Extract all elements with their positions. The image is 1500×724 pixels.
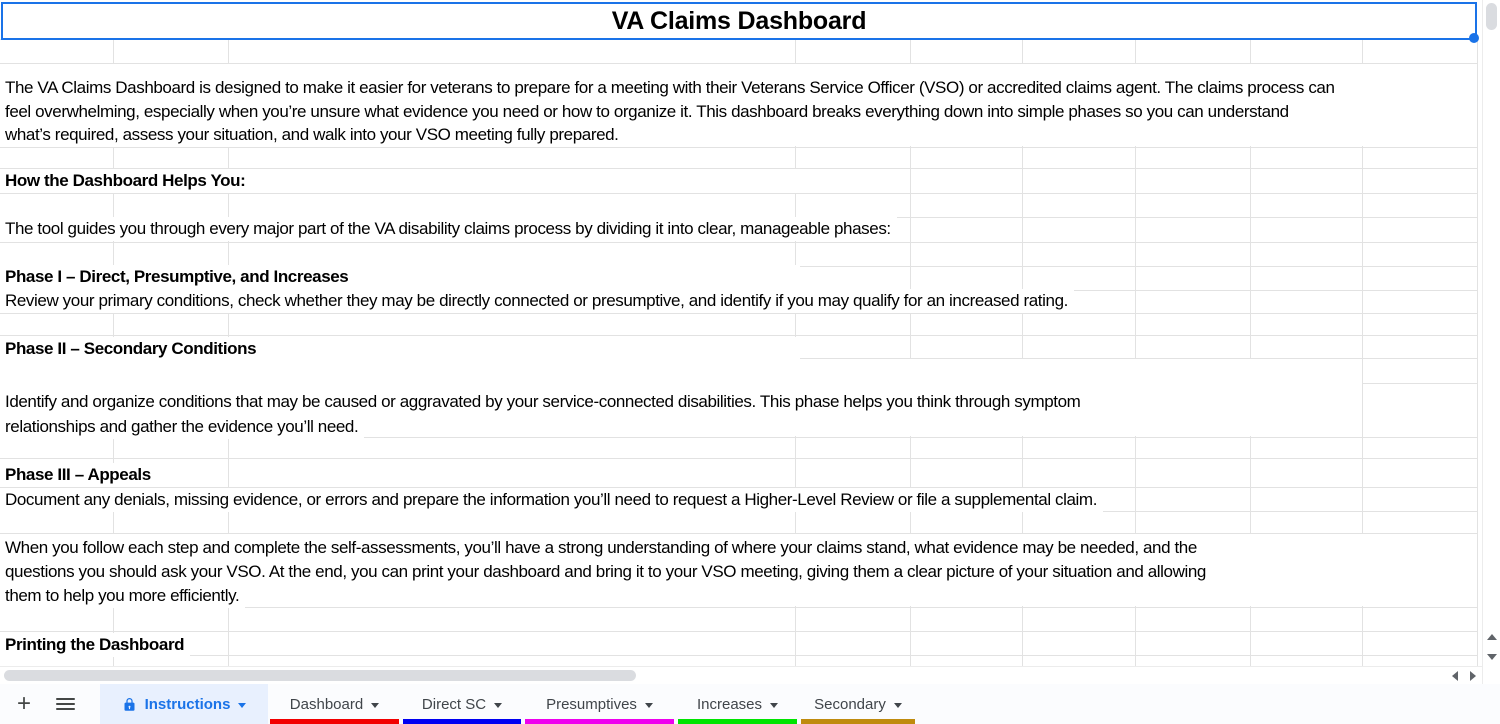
tab-label: Presumptives bbox=[546, 695, 637, 713]
scroll-right-icon[interactable] bbox=[1470, 671, 1476, 681]
tab-label: Dashboard bbox=[289, 695, 364, 713]
phase2-heading: Phase II – Secondary Conditions bbox=[0, 337, 800, 361]
intro-line-2: feel overwhelming, especially when you’re unsure what evidence you need or how to organize it. This dashboard breaks everything down into simple phases so you can understand bbox=[0, 100, 1295, 124]
tab-dashboard[interactable] bbox=[268, 684, 401, 724]
tab-color-bar bbox=[678, 719, 797, 724]
chevron-down-icon[interactable] bbox=[894, 703, 902, 708]
tab-label: Instructions bbox=[144, 695, 231, 713]
plus-icon: + bbox=[16, 690, 31, 717]
tab-instructions[interactable] bbox=[100, 684, 268, 724]
phase2-desc-line-1: Identify and organize conditions that may be caused or aggravated by your service-connected disabilities. This phase helps you think through symptom bbox=[0, 390, 1086, 414]
sheet-tab-bar bbox=[0, 684, 1500, 724]
phase3-desc: Document any denials, missing evidence, or errors and prepare the information you’ll need to request a Higher-Level Review or file a supplemental claim. bbox=[0, 488, 1103, 512]
tab-label: Secondary bbox=[814, 695, 886, 713]
phase2-desc-line-2: relationships and gather the evidence you’ll need. bbox=[0, 415, 364, 439]
scroll-up-icon[interactable] bbox=[1487, 634, 1497, 640]
title-cell[interactable] bbox=[1, 2, 1477, 40]
tab-color-bar bbox=[801, 719, 915, 724]
chevron-down-icon[interactable] bbox=[770, 703, 778, 708]
tool-line: The tool guides you through every major part of the VA disability claims process by dividing it into clear, manageable phases: bbox=[0, 217, 897, 241]
how-heading: How the Dashboard Helps You: bbox=[0, 169, 800, 193]
tab-color-bar bbox=[270, 719, 399, 724]
chevron-down-icon[interactable] bbox=[371, 703, 379, 708]
chevron-down-icon[interactable] bbox=[645, 703, 653, 708]
vertical-scrollbar-thumb[interactable] bbox=[1486, 3, 1497, 30]
sheet-tabs bbox=[100, 684, 917, 724]
scroll-left-icon[interactable] bbox=[1452, 671, 1458, 681]
tab-label: Direct SC bbox=[421, 695, 487, 713]
printing-heading: Printing the Dashboard bbox=[0, 633, 190, 657]
all-sheets-menu-button[interactable] bbox=[50, 684, 80, 724]
closing-line-3: them to help you more efficiently. bbox=[0, 584, 245, 608]
phase1-heading: Phase I – Direct, Presumptive, and Increases bbox=[0, 265, 800, 289]
lock-icon bbox=[122, 697, 137, 712]
chevron-down-icon[interactable] bbox=[494, 703, 502, 708]
scroll-down-icon[interactable] bbox=[1487, 654, 1497, 660]
intro-line-3: what’s required, assess your situation, and walk into your VSO meeting fully prepared. bbox=[0, 123, 625, 147]
hamburger-icon bbox=[56, 698, 75, 711]
tab-direct-sc[interactable] bbox=[401, 684, 523, 724]
tab-color-bar bbox=[403, 719, 521, 724]
chevron-down-icon[interactable] bbox=[238, 703, 246, 708]
closing-line-2: questions you should ask your VSO. At the end, you can print your dashboard and bring it to your VSO meeting, giving them a clear picture of your situation and allowing bbox=[0, 560, 1212, 584]
horizontal-scrollbar-thumb[interactable] bbox=[4, 670, 636, 681]
horizontal-scrollbar[interactable] bbox=[0, 666, 1482, 685]
sheet-title-text: VA Claims Dashboard bbox=[611, 6, 867, 35]
tab-secondary[interactable] bbox=[799, 684, 917, 724]
tab-label: Increases bbox=[696, 695, 763, 713]
selection-fill-handle[interactable] bbox=[1469, 33, 1479, 43]
tab-increases[interactable] bbox=[676, 684, 799, 724]
add-sheet-button[interactable] bbox=[10, 684, 38, 724]
closing-line-1: When you follow each step and complete the self-assessments, you’ll have a strong understanding of where your claims stand, what evidence may be needed, and the bbox=[0, 536, 1203, 560]
phase1-desc: Review your primary conditions, check whether they may be directly connected or presumptive, and identify if you may qualify for an increased rating. bbox=[0, 289, 1074, 313]
tab-color-bar bbox=[525, 719, 674, 724]
phase3-heading: Phase III – Appeals bbox=[0, 463, 157, 487]
intro-line-1: The VA Claims Dashboard is designed to make it easier for veterans to prepare for a meeting with their Veterans Service Officer (VSO) or accredited claims agent. The claims process can bbox=[0, 76, 1341, 100]
vertical-scrollbar[interactable] bbox=[1482, 0, 1500, 684]
tab-presumptives[interactable] bbox=[523, 684, 676, 724]
